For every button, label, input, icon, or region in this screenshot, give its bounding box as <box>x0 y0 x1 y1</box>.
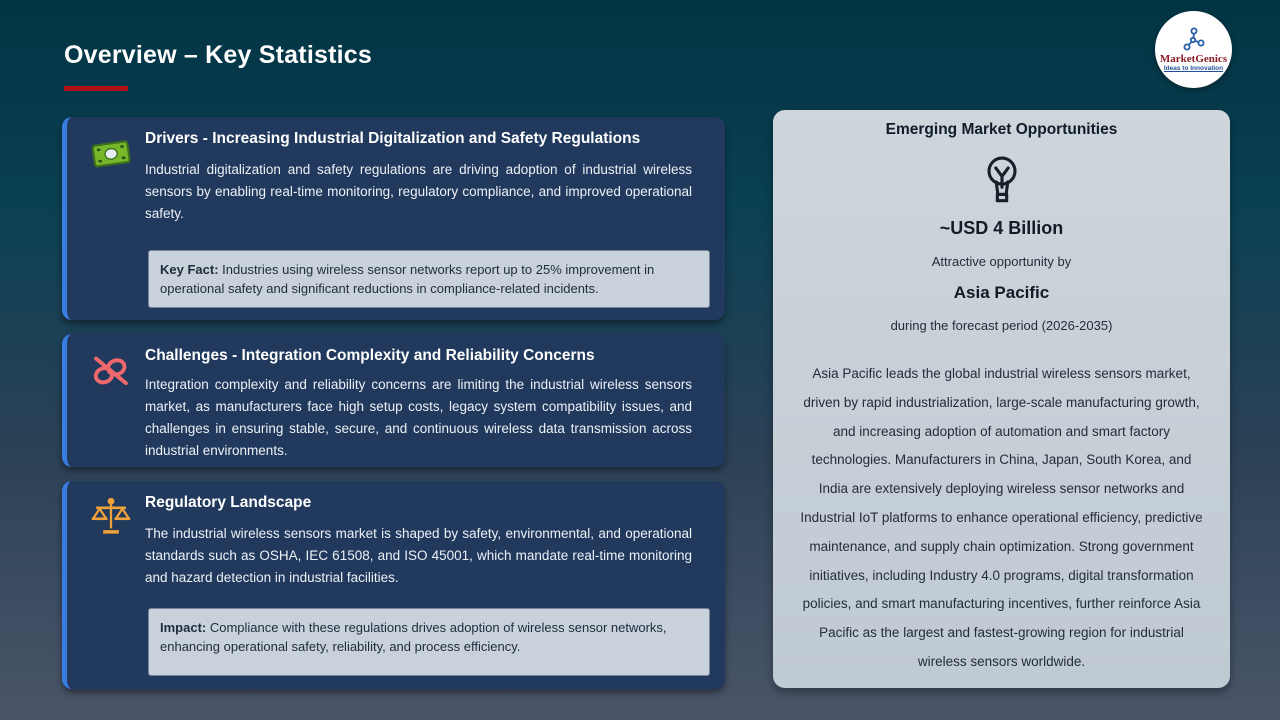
card-body: The industrial wireless sensors market is shaped by safety, environmental, and operational standards such as OSHA, IEC 61508, and ISO 45001, which mandate real-time monitoring and hazard detection in industrial facilities. <box>145 526 692 585</box>
molecule-icon <box>1181 26 1207 54</box>
callout-text: Industries using wireless sensor networks report up to 25% improvement in operational safety and significant reductions in compliance-related incidents. <box>160 262 655 296</box>
callout-text: Compliance with these regulations drives adoption of wireless sensor networks, enhancing operational safety, reliability, and process efficiency. <box>160 620 667 654</box>
page-title: Overview – Key Statistics <box>64 41 372 69</box>
banknote-icon <box>90 132 132 174</box>
key-fact-callout <box>148 250 710 308</box>
opportunity-region: Asia Pacific <box>953 283 1050 302</box>
regulatory-card <box>62 481 725 689</box>
impact-callout <box>148 608 710 676</box>
card-title: Regulatory Landscape <box>145 494 312 511</box>
title-underline <box>64 86 128 91</box>
panel-title: Emerging Market Opportunities <box>885 121 1118 138</box>
marketgenics-logo <box>1155 11 1232 88</box>
card-body: Integration complexity and reliability concerns are limiting the industrial wireless sensors market, as manufacturers face high setup costs, legacy system compatibility issues, and challenges in ensuring stable, secure, and continuous wireless data transmission across industrial environments. <box>145 377 692 458</box>
forecast-period: during the forecast period (2026-2035) <box>890 318 1113 333</box>
card-title: Challenges - Integration Complexity and Reliability Concerns <box>145 347 595 364</box>
drivers-card <box>62 117 725 320</box>
broken-link-icon <box>90 349 132 391</box>
logo-name: MarketGenics <box>1159 53 1228 65</box>
challenges-card <box>62 334 725 467</box>
lightbulb-icon <box>773 155 1230 214</box>
card-title: Drivers - Increasing Industrial Digitalization and Safety Regulations <box>145 130 641 147</box>
opportunity-amount: ~USD 4 Billion <box>939 218 1064 238</box>
opportunity-subtitle: Attractive opportunity by <box>931 254 1072 269</box>
scales-icon <box>90 496 132 538</box>
card-body: Industrial digitalization and safety regulations are driving adoption of industrial wireless sensors by enabling real-time monitoring, regulatory compliance, and improved operational safety. <box>145 162 692 221</box>
callout-label: Key Fact: <box>160 262 219 277</box>
callout-label: Impact: <box>160 620 207 635</box>
emerging-opportunities-panel <box>773 110 1230 688</box>
logo-tagline: Ideas to Innovation <box>1163 65 1224 72</box>
opportunity-paragraph: Asia Pacific leads the global industrial wireless sensors market, driven by rapid industrialization, large-scale manufacturing growth, and increasing adoption of automation and smart factory technologies. Manufacturers in China, Japan, South Korea, and India are extensively deploying wireless sensor networks and Industrial IoT platforms to enhance operational efficiency, predictive maintenance, and supply chain optimization. Strong government initiatives, including Industry 4.0 programs, digital transformation policies, and smart manufacturing incentives, further reinforce Asia Pacific as the largest and fastest-growing region for industrial wireless sensors worldwide. <box>800 366 1203 669</box>
